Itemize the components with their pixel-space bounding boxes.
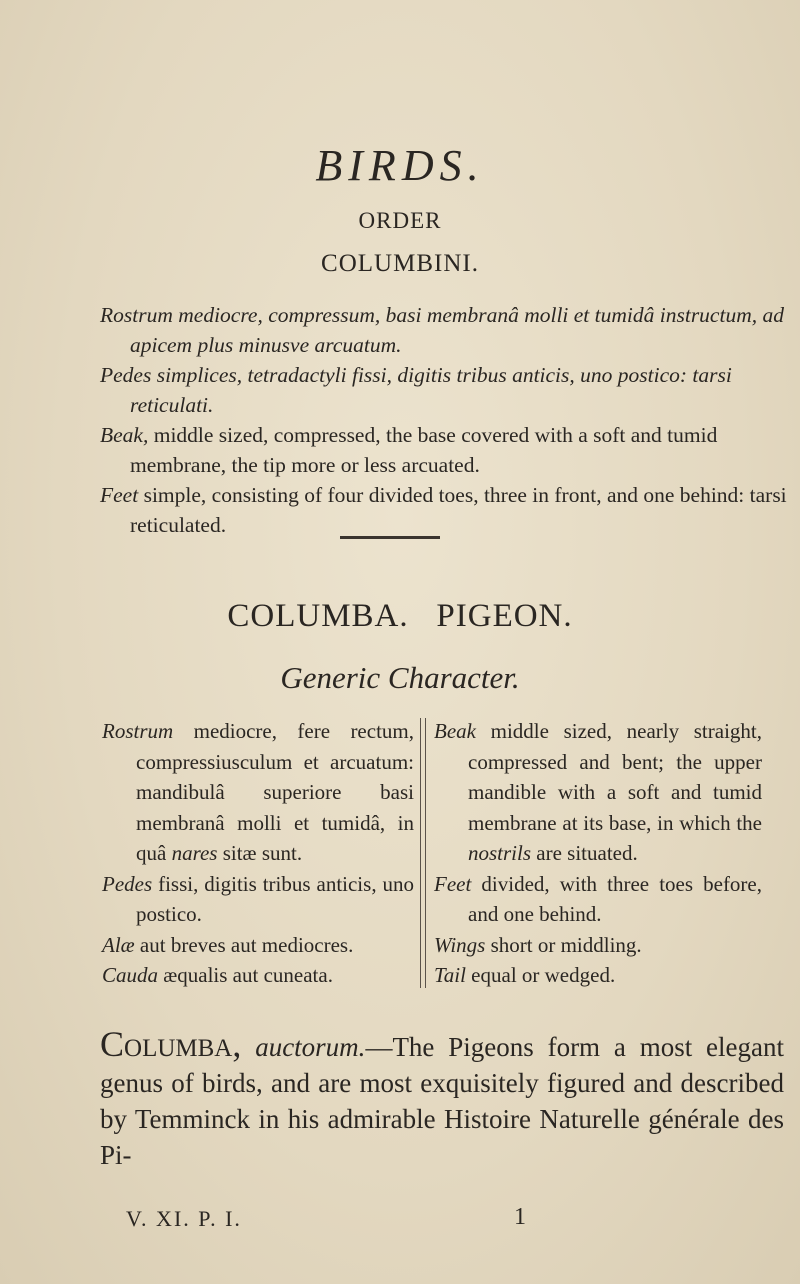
english-character-column	[434, 716, 762, 991]
entry-tail: are situated.	[531, 841, 638, 865]
latin-entry	[102, 930, 414, 961]
english-entry	[434, 930, 762, 961]
genus-latin-name: COLUMBA.	[227, 598, 409, 634]
dropcap-word: Columba,	[100, 1024, 242, 1064]
entry-lead: Feet	[434, 871, 472, 896]
order-name: COLUMBINI.	[321, 250, 479, 277]
english-entry	[434, 960, 762, 991]
latin-entry	[102, 869, 414, 930]
order-character-latin-feet	[100, 360, 790, 420]
entry-text: divided, with three toes before, and one behind.	[468, 871, 762, 926]
running-title: BIRDS.	[315, 141, 485, 190]
entry-text: equal or wedged.	[465, 963, 616, 987]
entry-lead: Alæ	[102, 932, 135, 957]
paragraph-lead: Pedes	[100, 363, 152, 387]
entry-text: middle sized, nearly straight, compressed and bent; the upper mandible with a soft and tumid membrane at its base, in which the	[468, 719, 762, 835]
signature-mark: V. XI. P. I.	[126, 1206, 242, 1231]
entry-text: mediocre, fere rectum, compressiusculum et arcuatum: mandibulâ superiore basi membranâ molli et tumidâ, in quâ	[136, 719, 414, 865]
latin-entry	[102, 960, 414, 991]
paragraph-text: simplices, tetradactyli fissi, digitis tribus anticis, uno postico: tarsi reticulati.	[130, 363, 732, 417]
entry-text: short or middling.	[485, 932, 642, 957]
section-rule	[340, 536, 440, 539]
entry-lead: Pedes	[102, 871, 153, 896]
paragraph-lead: Beak,	[100, 423, 149, 447]
entry-text: aut breves aut mediocres.	[134, 932, 354, 957]
english-entry	[434, 869, 762, 930]
generic-character-title: Generic Character.	[280, 660, 520, 695]
body-paragraph	[100, 1026, 784, 1173]
genus-english-name: PIGEON.	[436, 598, 573, 634]
paragraph-text: middle sized, compressed, the base covered with a soft and tumid membrane, the tip more or less arcuated.	[130, 423, 718, 477]
order-label: ORDER	[358, 208, 442, 233]
page-number: 1	[514, 1204, 526, 1230]
paragraph-text: simple, consisting of four divided toes, three in front, and one behind: tarsi reticulated.	[130, 483, 787, 537]
english-entry	[434, 716, 762, 869]
order-character-english-beak	[100, 420, 790, 480]
genus-heading	[0, 598, 800, 635]
order-character-english-feet	[100, 480, 790, 540]
latin-character-column	[102, 716, 414, 991]
entry-lead: Rostrum	[102, 719, 174, 743]
entry-text: æqualis aut cuneata.	[158, 963, 333, 987]
order-character-latin-beak	[100, 300, 790, 360]
entry-lead: Wings	[434, 932, 486, 957]
entry-text: fissi, digitis tribus anticis, uno postico.	[136, 871, 414, 926]
column-divider	[420, 718, 426, 988]
paragraph-text: mediocre, compressum, basi membranâ molli et tumidâ instructum, ad apicem plus minusve arcuatum.	[130, 303, 784, 357]
body-text: —The Pigeons form a most elegant genus of birds, and are most exquisitely figured and described by Temminck in his admirable Histoire Naturelle générale des Pi-	[100, 1032, 784, 1170]
paragraph-lead: Rostrum	[100, 303, 173, 327]
entry-lead: Beak	[434, 719, 476, 743]
entry-tail: sitæ sunt.	[217, 841, 303, 865]
entry-italic: nostrils	[468, 841, 532, 865]
italic-phrase: auctorum.	[255, 1032, 366, 1062]
entry-lead: Tail	[434, 963, 466, 987]
order-character	[100, 300, 790, 540]
entry-lead: Cauda	[102, 963, 159, 987]
paragraph-lead: Feet	[100, 483, 139, 507]
entry-italic: nares	[171, 841, 218, 865]
latin-entry	[102, 716, 414, 869]
